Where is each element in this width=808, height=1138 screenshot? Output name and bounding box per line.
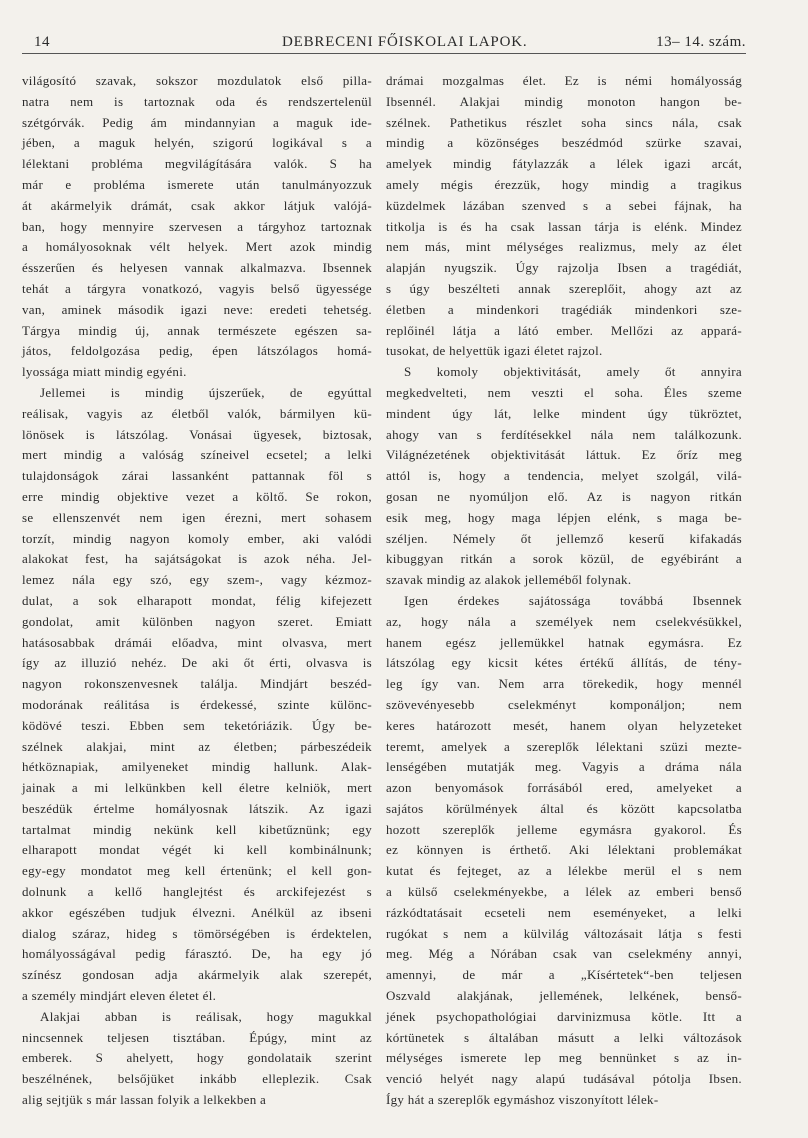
text-line: se ellenszenvét nem igen érezni, mert sohasem	[22, 509, 372, 525]
text-line: drámai mozgalmas élet. Ez is némi homályosság	[386, 73, 742, 88]
text-line: beszédük értelme homályosnak látszik. Az igazi	[22, 800, 372, 816]
text-line: kibuggyan ritkán a sorok közül, de egyébiránt a	[386, 551, 742, 567]
text-line: mindig a közönséges beszédmód szürke szavai,	[386, 135, 742, 151]
text-line: s úgy beszélteti annak szereplőit, ahogy azt az	[386, 280, 742, 296]
text-line: hatásosabbak drámái előadva, mint olvasva, mert	[22, 634, 372, 650]
text-line: venció helyét nagy alapú tudásával pótolja Ibsen.	[386, 1071, 742, 1087]
text-line: rugókat s nem a külvilág változásait látja s festi	[386, 925, 742, 941]
text-line: homályosságával pedig fárasztó. De, ha egy jó	[22, 946, 372, 962]
text-line: alapján nyugszik. Úgy rajzolja Ibsen a tragédiát,	[386, 260, 742, 276]
text-line: egy-egy mondatot meg kell értenünk; el kell gon-	[22, 863, 372, 879]
text-line: mélységes ismerete lep meg bennünket s az in-	[386, 1050, 742, 1066]
header-rule	[22, 53, 746, 54]
text-line: amelyek mindig fátylazzák a lélek igazi arcát,	[386, 156, 742, 172]
text-line: Tárgya mindig új, annak természete egészen sa-	[22, 322, 372, 338]
text-line: a homályosoknak vélt helyek. Mert azok mindig	[22, 239, 372, 255]
text-line: hozott szereplők jelleme egymásra gyakorol. És	[386, 821, 742, 837]
text-line: modorának reálitása is érdekessé, szinte különc-	[22, 696, 372, 712]
text-line: lenségében mutatják meg. Vagyis a dráma nála	[386, 759, 742, 775]
text-line: akkor egészében tudjuk élvezni. Anélkül az ibseni	[22, 904, 372, 920]
text-line: Alakjai abban is reálisak, hogy magukkal	[40, 1008, 372, 1024]
text-line: világosító szavak, sokszor mozdulatok első pilla-	[22, 73, 372, 88]
text-line: a személy mindjárt eleven életet él.	[22, 988, 217, 1004]
text-line: szétgórvák. Pedig ám mindannyian a maguk ide-	[22, 114, 372, 130]
text-line: dulat, a sok elharapott mondat, félig kifejezett	[22, 592, 372, 608]
text-line: teremt, amelyek a szereplők lélektani szüzi mezte-	[386, 738, 742, 754]
text-line: S komoly objektivitását, amely őt annyira	[404, 364, 742, 380]
text-line: lemez nála egy szó, egy szem-, vagy kézmoz-	[22, 572, 372, 588]
text-line: amely mégis érezzük, hogy mindig a tragikus	[386, 176, 742, 192]
text-line: attól is, hogy a tendencia, melyet szolgál, vilá-	[386, 468, 742, 484]
text-line: életben a mindenkori tragédiák mindenkori sze-	[386, 301, 742, 317]
text-line: sajátos körülmények által és között kapcsolatba	[386, 800, 742, 816]
text-line: Ibsennél. Alakjai mindig monoton hangon be-	[386, 93, 742, 109]
text-line: ez könnyen is érthető. Aki lélektani problemákat	[386, 842, 742, 858]
text-line: színész gondosan adja akármelyik alak szerepét,	[22, 967, 372, 983]
left-text-column	[22, 71, 372, 1111]
text-line: gosan ne nyomúljon elő. Az is nagyon ritkán	[386, 488, 742, 504]
text-line: hanem egész jellemükkel hatnak egymásra. Ez	[386, 634, 742, 650]
text-line: erre mindig objektive vezet a költő. Se rokon,	[22, 488, 372, 504]
text-line: rázkódtatásait ecseteli nem eseményeket, a lelki	[386, 904, 742, 920]
text-line: nincsennek teljesen tisztában. Épúgy, mint az	[22, 1029, 372, 1045]
text-line: jainak a mi lelkünkben kell életre kelniök, mert	[22, 780, 372, 796]
text-line: dialog száraz, hideg s tömörségében is érdektelen,	[22, 925, 372, 941]
text-line: már e probléma ismerete után tanulmányozzuk	[22, 176, 372, 192]
text-line: kutat és fejteget, az a lélekbe merül el s nem	[386, 863, 742, 879]
text-line: emberek. S ahelyett, hogy gondolataik szerint	[22, 1050, 372, 1066]
text-line: ahogy van s ferdítésekkel nála nem találkozunk.	[386, 426, 742, 442]
text-line: lönösek is látszólag. Vonásai ügyesek, biztosak,	[22, 426, 372, 442]
text-line: torzít, mindig nagyon komoly ember, aki valódi	[22, 530, 372, 546]
text-line: látszólag egy kicsit kétes értékű állítás, de tény-	[386, 655, 742, 671]
text-line: mert mindig a valóság színeivel ecsetel; a lelki	[22, 447, 372, 463]
text-line: titkolja is és ha csak lassan tárja is elénk. Mindez	[386, 218, 742, 234]
text-line: reálisak, vagyis az életből valók, bármilyen kü-	[22, 405, 372, 421]
text-line: gondolat, amit különben nagyon szeret. Emiatt	[22, 613, 372, 629]
text-line: meg. Még a Nórában csak van cselekmény annyi,	[386, 946, 742, 962]
text-line: Oszvald alakjának, jellemének, lelkének, benső-	[386, 988, 742, 1004]
text-line: alig sejtjük s már lassan folyik a lelkekben a	[22, 1092, 267, 1108]
text-line: a külső cselekményekbe, a lélek az emberi benső	[386, 884, 742, 900]
right-text-column	[386, 71, 742, 1111]
text-line: mindent úgy lát, lelke mindent úgy tükröztet,	[386, 405, 742, 421]
text-line: replőinél látja a látó ember. Mellőzi az appará-	[386, 322, 742, 338]
text-line: hétköznapiak, amilyeneket mindig hallunk. Alak-	[22, 759, 372, 775]
text-line: esik meg, hogy maga lépjen elénk, s maga be-	[386, 509, 742, 525]
text-line: Világnézetének objektivitását láttuk. Ez őríz meg	[386, 447, 742, 463]
text-line: szövevényesebb cselekményt komponáljon; nem	[386, 696, 742, 712]
text-line: van, aminek második igazi neve: eredeti tehetség.	[22, 301, 372, 317]
text-line: széljen. Némely őt jellemző keserű kifakadás	[386, 530, 742, 546]
text-line: lélektani probléma megvilágítására valók. S ha	[22, 156, 372, 172]
text-line: leg így van. Nem arra törekedik, hogy mennél	[386, 676, 742, 692]
text-line: Jellemei is mindig újszerűek, de egyúttal	[40, 384, 372, 400]
text-line: ködövé teszi. Ebben sem teketóriázik. Úgy be-	[22, 717, 372, 733]
text-line: át akármelyik drámát, csak akkor látjuk valójá-	[22, 197, 372, 213]
text-line: küzdelmek lázában szenved s a sebei fájnak, ha	[386, 197, 742, 213]
text-line: Igen érdekes sajátossága továbbá Ibsennek	[404, 592, 742, 608]
text-line: játos, feldolgozása pedig, épen látszólagos homá-	[22, 343, 372, 359]
text-line: szavak mindig az alakok jelleméből folynak.	[386, 572, 632, 588]
text-line: amennyi, de már a „Kísértetek“-ben teljesen	[386, 967, 742, 983]
text-line: alakokat fest, ha sajátságokat is azok néha. Jel-	[22, 551, 372, 567]
journal-title: DEBRECENI FŐISKOLAI LAPOK.	[282, 34, 528, 50]
text-line: az, hogy nála a személyek nem cselekvésükkel,	[386, 613, 742, 629]
text-line: szélnek alakjai, mint az életben; párbeszédeik	[22, 738, 372, 754]
text-line: jének psychopathológiai darvinizmusa kötle. Itt a	[386, 1008, 742, 1024]
text-line: natra nem is tartoznak oda és rendszertelenül	[22, 93, 372, 109]
text-line: tulajdonságok zárai lassanként pattannak föl s	[22, 468, 372, 484]
text-line: tusokat, de helyettük igazi életet rajzol.	[386, 343, 603, 359]
text-line: keres határozott mesét, hanem olyan helyzeteket	[386, 717, 742, 733]
text-line: ésszerűen és helyesen vannak alkalmazva. Ibsennek	[22, 260, 372, 276]
text-line: tehát a tárgyra vonatkozó, vagyis belső ügyessége	[22, 280, 372, 296]
text-line: nem más, mint mélységes realizmus, mely az élet	[386, 239, 742, 255]
text-line: dolnunk a kellő hanglejtést és arckifejezést s	[22, 884, 372, 900]
text-line: beszélnének, belsőjüket inkább elleplezik. Csak	[22, 1071, 372, 1087]
text-line: nagyon rokonszenvesnek találja. Mindjárt beszéd-	[22, 676, 372, 692]
text-line: tartalmat mindig nekünk kell kibetűznünk; egy	[22, 821, 372, 837]
text-line: ban, hogy mennyire szervesen a tárgyhoz tartoznak	[22, 218, 372, 234]
text-line: lyossága miatt mindig egyéni.	[22, 364, 187, 380]
page-number: 14	[34, 34, 50, 50]
text-line: Így hát a szereplők egymáshoz viszonyított lélek-	[386, 1092, 659, 1108]
text-line: szélnek. Pathetikus részlet soha sincs nála, csak	[386, 114, 742, 130]
text-line: elharapott mondat végét ki kell kombinálnunk;	[22, 842, 372, 858]
text-line: kórtünetek s általában másutt a lelki változások	[386, 1029, 742, 1045]
text-line: megkedvelteti, nem veszti el soha. Éles szeme	[386, 384, 742, 400]
text-line: azon benyomások forrásából ered, amelyeket a	[386, 780, 742, 796]
text-line: jében, a maguk helyén, szigorú logikával s a	[22, 135, 372, 151]
issue-number: 13– 14. szám.	[656, 34, 746, 50]
text-line: így az illuzió nehéz. De aki őt érti, olvasva is	[22, 655, 372, 671]
